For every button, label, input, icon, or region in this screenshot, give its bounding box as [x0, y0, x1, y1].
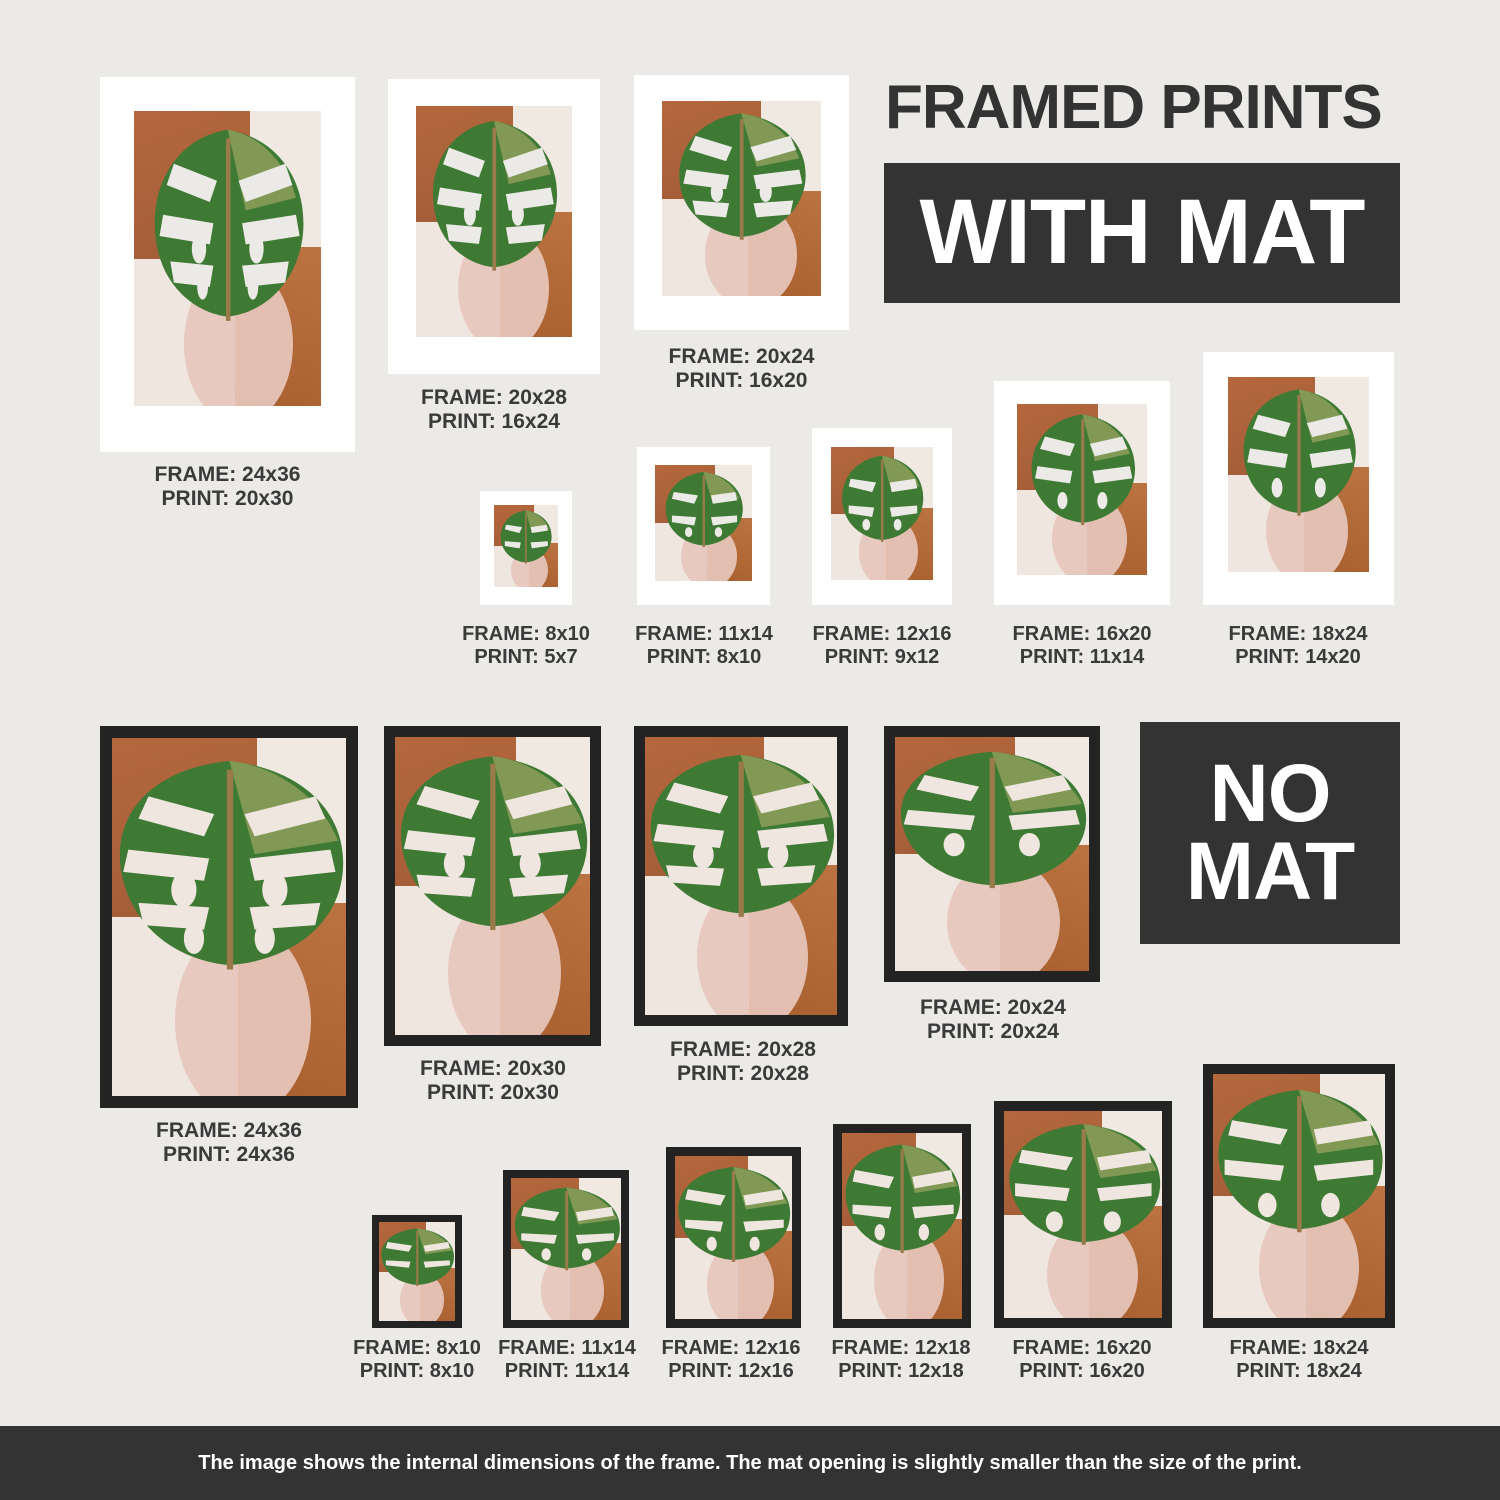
framed-print-with-mat-11x14[interactable]: [637, 447, 770, 605]
print-size-label: PRINT: 24x36: [163, 1143, 295, 1167]
artwork: [511, 1178, 621, 1320]
print-size-label: PRINT: 9x12: [824, 646, 940, 668]
framed-print-no-mat-20x24[interactable]: [884, 726, 1100, 982]
artwork: [1017, 404, 1147, 575]
artwork: [1213, 1074, 1385, 1318]
footer-note: The image shows the internal dimensions of the frame. The mat opening is slightly smaller than the size of the print.: [198, 1451, 1302, 1474]
framed-print-with-mat-24x36[interactable]: [100, 77, 355, 452]
artwork: [494, 505, 558, 587]
artwork: [645, 737, 837, 1015]
artwork: [134, 111, 321, 406]
frame-size-label: FRAME: 16x20: [1012, 1337, 1152, 1359]
frame-size-label: FRAME: 12x16: [661, 1337, 801, 1359]
print-size-label: PRINT: 20x30: [427, 1081, 559, 1105]
frame-size-label: FRAME: 12x16: [812, 623, 952, 645]
frame-size-label: FRAME: 24x36: [156, 1119, 302, 1142]
framed-print-with-mat-18x24[interactable]: [1203, 352, 1394, 605]
artwork: [379, 1222, 455, 1321]
framed-print-no-mat-16x20[interactable]: [994, 1101, 1172, 1328]
framed-print-with-mat-20x28[interactable]: [388, 79, 600, 374]
caption-no-mat-11x14: [494, 1337, 640, 1383]
frame-size-label: FRAME: 20x28: [670, 1038, 816, 1061]
frame-size-label: FRAME: 18x24: [1228, 623, 1368, 645]
caption-no-mat-24x36: [100, 1119, 358, 1167]
print-size-label: PRINT: 8x10: [646, 646, 762, 668]
print-size-label: PRINT: 12x18: [838, 1360, 964, 1382]
caption-with-mat-12x16: [802, 623, 962, 669]
artwork: [831, 447, 933, 580]
no-mat-label-line1: NO: [1209, 748, 1331, 840]
no-mat-label-line2: MAT: [1185, 826, 1355, 917]
frame-size-label: FRAME: 11x14: [498, 1337, 636, 1359]
caption-no-mat-12x18: [826, 1337, 976, 1383]
frame-size-label: FRAME: 8x10: [462, 623, 590, 645]
framed-print-no-mat-20x28[interactable]: [634, 726, 848, 1026]
caption-with-mat-8x10: [456, 623, 596, 669]
footer-note-bar: [0, 1426, 1500, 1500]
caption-no-mat-20x28: [628, 1038, 858, 1086]
frame-size-label: FRAME: 20x30: [420, 1057, 566, 1080]
no-mat-badge: [1140, 722, 1400, 944]
frame-size-label: FRAME: 24x36: [154, 463, 301, 486]
with-mat-badge: [884, 163, 1400, 303]
page-title: FRAMED PRINTS: [885, 73, 1382, 142]
print-size-label: PRINT: 20x30: [161, 487, 294, 511]
artwork: [655, 465, 752, 581]
print-size-label: PRINT: 16x20: [675, 369, 808, 393]
artwork: [395, 737, 590, 1035]
caption-no-mat-20x30: [378, 1057, 608, 1105]
artwork: [416, 106, 572, 337]
artwork: [1004, 1111, 1162, 1318]
framed-print-with-mat-12x16[interactable]: [812, 428, 952, 605]
framed-print-no-mat-11x14[interactable]: [503, 1170, 629, 1328]
print-size-label: PRINT: 5x7: [474, 646, 578, 668]
framed-print-no-mat-24x36[interactable]: [100, 726, 358, 1108]
print-size-label: PRINT: 20x24: [927, 1020, 1059, 1044]
artwork: [895, 737, 1089, 971]
frame-size-label: FRAME: 16x20: [1012, 623, 1152, 645]
print-size-label: PRINT: 18x24: [1236, 1360, 1362, 1382]
framed-print-with-mat-16x20[interactable]: [994, 381, 1170, 605]
caption-no-mat-20x24: [878, 996, 1108, 1044]
print-size-label: PRINT: 11x14: [504, 1360, 630, 1382]
framed-print-no-mat-20x30[interactable]: [384, 726, 601, 1046]
print-size-label: PRINT: 20x28: [677, 1062, 809, 1086]
frame-size-label: FRAME: 18x24: [1229, 1337, 1369, 1359]
caption-with-mat-24x36: [100, 463, 355, 511]
artwork: [112, 738, 346, 1096]
framed-print-no-mat-12x16[interactable]: [666, 1147, 801, 1328]
caption-no-mat-8x10: [343, 1337, 491, 1383]
print-size-label: PRINT: 11x14: [1019, 646, 1145, 668]
artwork: [842, 1133, 962, 1319]
artwork: [675, 1156, 792, 1319]
framed-print-with-mat-8x10[interactable]: [480, 491, 572, 605]
frame-size-label: FRAME: 20x24: [920, 996, 1066, 1019]
framed-print-no-mat-18x24[interactable]: [1203, 1064, 1395, 1328]
print-size-label: PRINT: 12x16: [668, 1360, 794, 1382]
framed-print-no-mat-8x10[interactable]: [372, 1215, 462, 1328]
frame-size-label: FRAME: 20x28: [421, 386, 567, 409]
artwork: [1228, 377, 1369, 572]
print-size-label: PRINT: 14x20: [1235, 646, 1361, 668]
framed-print-with-mat-20x24[interactable]: [634, 75, 849, 330]
caption-with-mat-20x24: [624, 345, 859, 393]
frame-size-label: FRAME: 20x24: [668, 345, 815, 368]
caption-with-mat-20x28: [378, 386, 610, 434]
caption-with-mat-18x24: [1208, 623, 1388, 669]
with-mat-label: WITH MAT: [919, 181, 1365, 284]
caption-no-mat-16x20: [992, 1337, 1172, 1383]
caption-with-mat-16x20: [992, 623, 1172, 669]
artwork: [662, 101, 821, 296]
caption-no-mat-12x16: [656, 1337, 806, 1383]
print-size-label: PRINT: 16x20: [1019, 1360, 1145, 1382]
caption-no-mat-18x24: [1209, 1337, 1389, 1383]
frame-size-label: FRAME: 11x14: [635, 623, 773, 645]
frame-size-label: FRAME: 12x18: [831, 1337, 971, 1359]
print-size-label: PRINT: 8x10: [359, 1360, 475, 1382]
print-size-label: PRINT: 16x24: [428, 410, 560, 434]
frame-size-label: FRAME: 8x10: [353, 1337, 481, 1359]
framed-print-no-mat-12x18[interactable]: [833, 1124, 971, 1328]
caption-with-mat-11x14: [625, 623, 783, 669]
